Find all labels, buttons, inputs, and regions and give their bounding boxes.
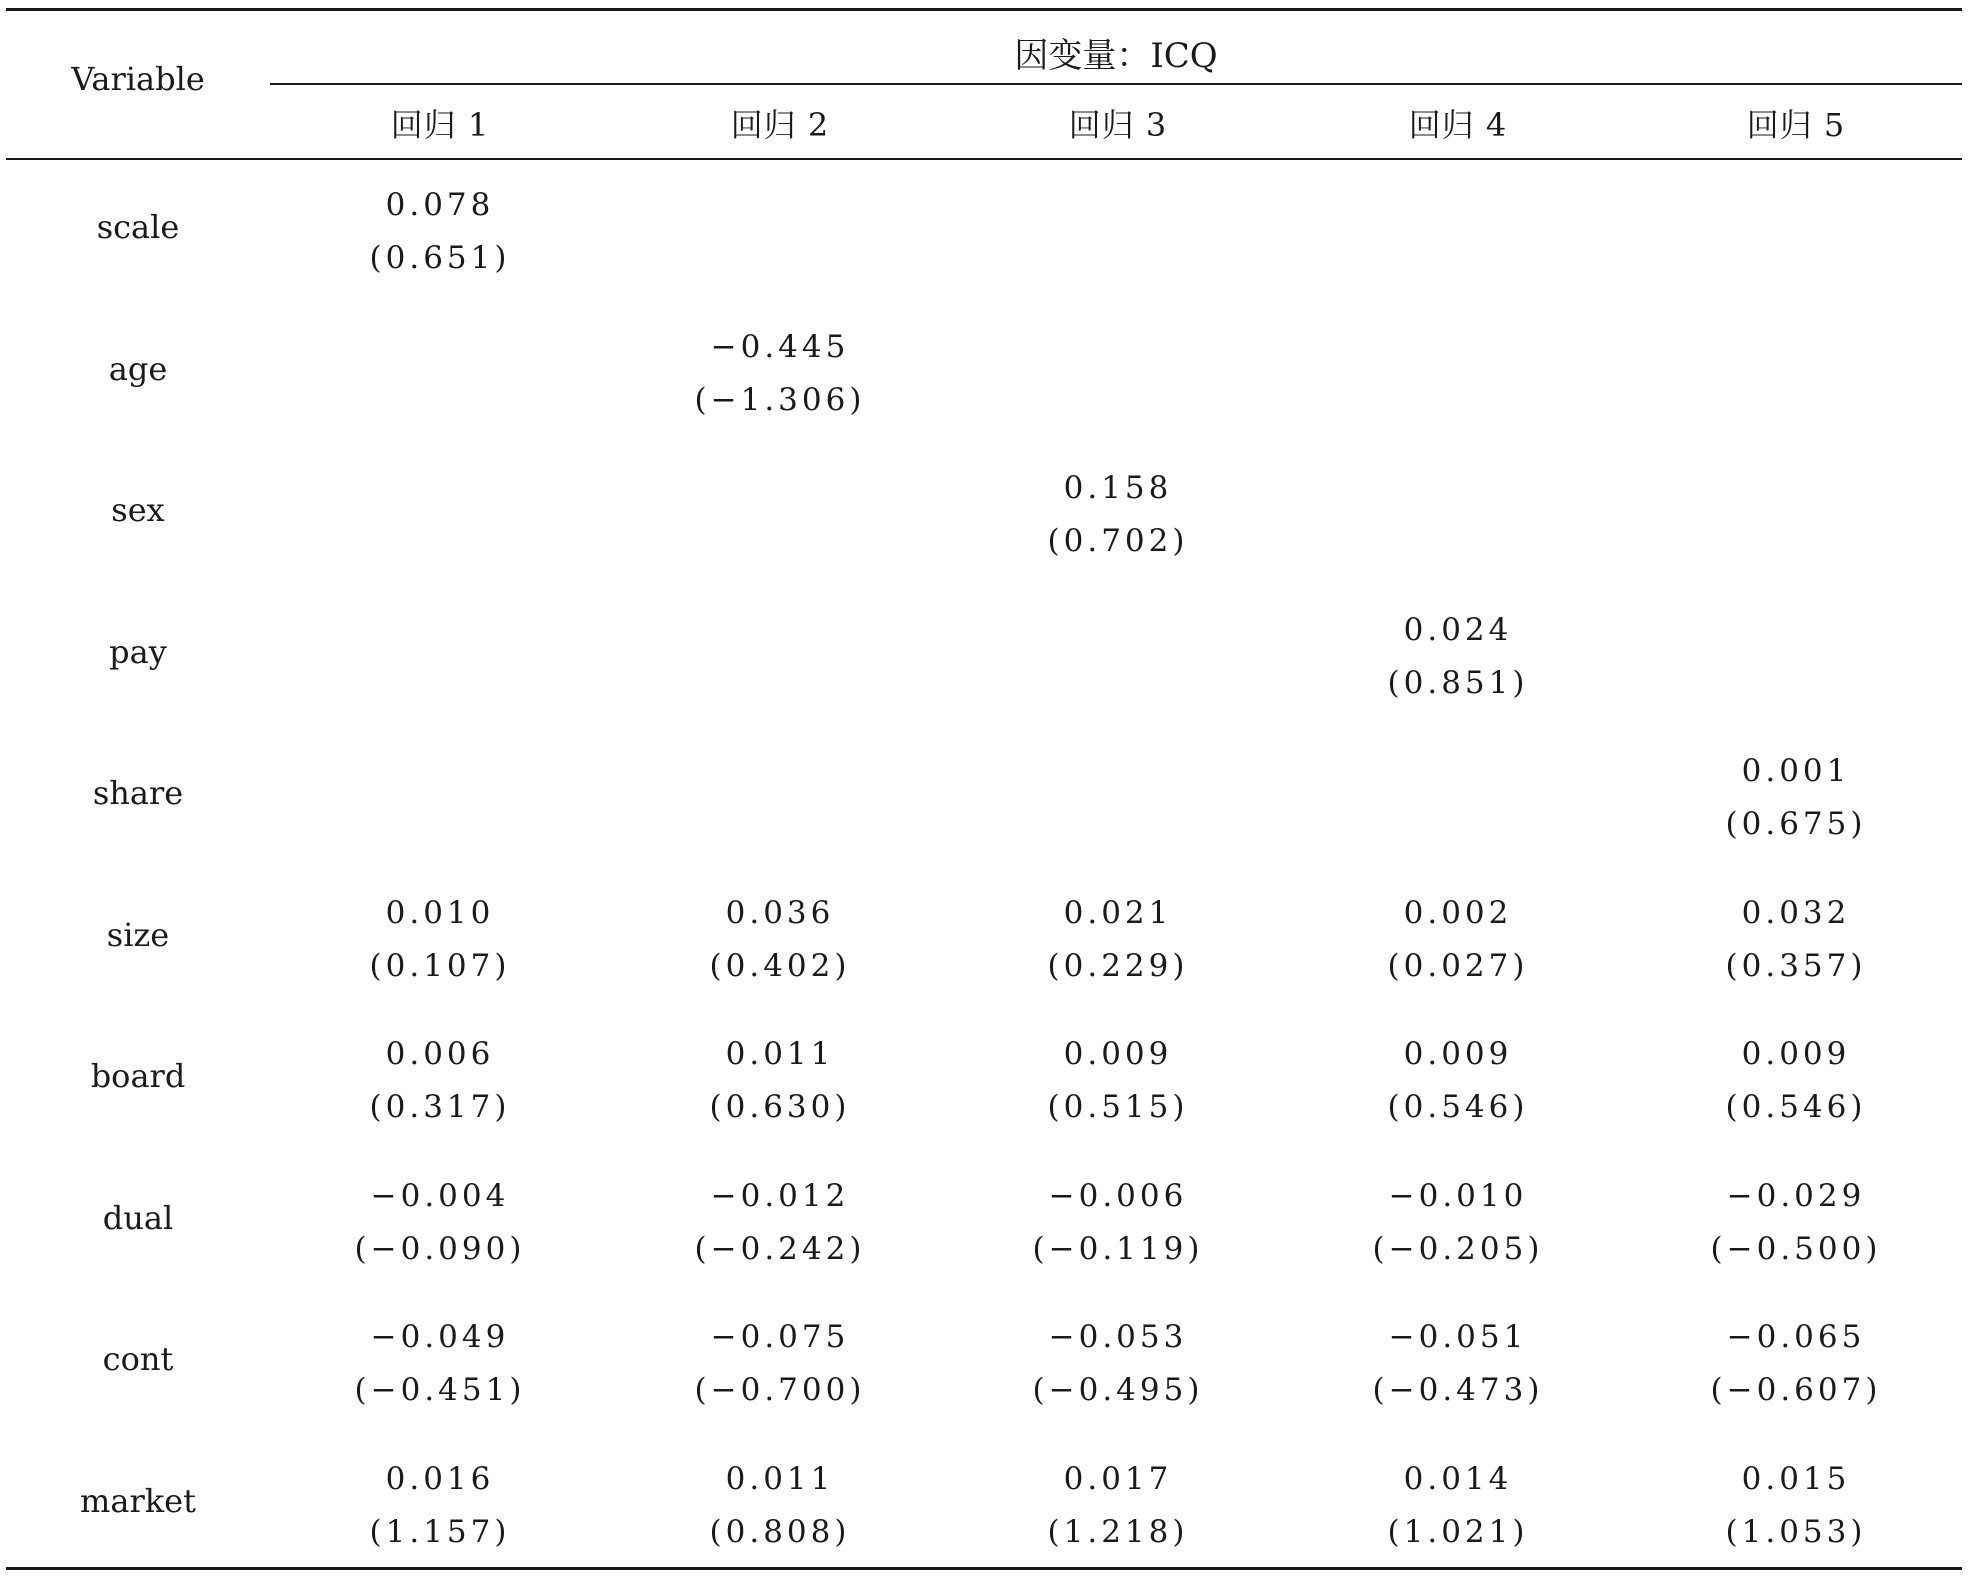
- bottom-rule: [6, 1567, 1962, 1570]
- coefficient-value: −0.053: [1048, 1319, 1188, 1355]
- regression-5-header: 回归 5: [1746, 106, 1846, 144]
- coefficient-value: 0.078: [385, 187, 495, 223]
- t-statistic-value: (0.317): [369, 1089, 511, 1125]
- t-statistic-value: (0.229): [1047, 947, 1189, 984]
- row-label-scale: scale: [96, 208, 180, 246]
- t-statistic-value: (1.021): [1387, 1513, 1529, 1550]
- t-statistic-value: (−0.495): [1032, 1372, 1204, 1408]
- t-statistic-value: (0.357): [1725, 947, 1867, 984]
- row-label-board: board: [90, 1057, 186, 1095]
- coefficient-value: 0.011: [725, 1460, 835, 1497]
- t-statistic-value: (0.515): [1047, 1089, 1189, 1125]
- variable-header: Variable: [71, 60, 205, 98]
- row-label-share: share: [92, 774, 184, 812]
- dependent-variable-header: 因变量：ICQ: [1014, 36, 1218, 76]
- row-label-dual: dual: [102, 1198, 174, 1237]
- coefficient-value: 0.036: [725, 894, 835, 931]
- t-statistic-value: (0.702): [1047, 523, 1189, 559]
- coefficient-value: −0.012: [710, 1177, 850, 1214]
- coefficient-value: −0.006: [1048, 1177, 1188, 1214]
- t-statistic-value: (−0.205): [1372, 1230, 1544, 1267]
- coefficient-value: 0.014: [1403, 1460, 1513, 1497]
- header-rule: [6, 158, 1962, 160]
- t-statistic-value: (−0.700): [694, 1372, 866, 1408]
- t-statistic-value: (−0.242): [694, 1230, 866, 1267]
- row-label-pay: pay: [109, 632, 167, 671]
- t-statistic-value: (0.675): [1725, 806, 1867, 842]
- regression-3-header: 回归 3: [1068, 106, 1168, 144]
- coefficient-value: −0.004: [370, 1177, 510, 1214]
- coefficient-value: −0.010: [1388, 1177, 1528, 1214]
- t-statistic-value: (−0.500): [1710, 1230, 1882, 1267]
- row-label-sex: sex: [111, 491, 165, 529]
- t-statistic-value: (0.808): [709, 1513, 851, 1550]
- t-statistic-value: (−0.607): [1710, 1372, 1882, 1408]
- regression-4-header: 回归 4: [1408, 106, 1508, 144]
- coefficient-value: 0.021: [1063, 894, 1173, 931]
- coefficient-value: 0.006: [385, 1036, 495, 1072]
- coefficient-value: 0.002: [1403, 894, 1513, 931]
- t-statistic-value: (0.546): [1387, 1089, 1529, 1125]
- t-statistic-value: (0.027): [1387, 947, 1529, 984]
- t-statistic-value: (1.218): [1047, 1513, 1189, 1550]
- row-label-cont: cont: [102, 1340, 174, 1378]
- coefficient-value: −0.049: [370, 1319, 510, 1355]
- t-statistic-value: (0.651): [369, 240, 511, 276]
- t-statistic-value: (−1.306): [694, 381, 866, 418]
- coefficient-value: 0.010: [385, 894, 495, 931]
- top-rule: [6, 8, 1962, 11]
- coefficient-value: 0.024: [1403, 611, 1513, 648]
- coefficient-value: 0.009: [1063, 1036, 1173, 1072]
- row-label-market: market: [80, 1481, 196, 1520]
- t-statistic-value: (0.630): [709, 1089, 851, 1125]
- t-statistic-value: (0.851): [1387, 664, 1529, 701]
- regression-1-header: 回归 1: [390, 106, 490, 144]
- t-statistic-value: (1.157): [369, 1513, 511, 1550]
- coefficient-value: 0.016: [385, 1460, 495, 1497]
- t-statistic-value: (−0.090): [354, 1230, 526, 1267]
- t-statistic-value: (0.402): [709, 947, 851, 984]
- coefficient-value: −0.051: [1388, 1319, 1528, 1355]
- coefficient-value: 0.015: [1741, 1460, 1851, 1497]
- coefficient-value: 0.032: [1741, 894, 1851, 931]
- row-label-size: size: [106, 915, 170, 954]
- coefficient-value: −0.075: [710, 1319, 850, 1355]
- t-statistic-value: (1.053): [1725, 1513, 1867, 1550]
- coefficient-value: 0.011: [725, 1036, 835, 1072]
- t-statistic-value: (0.107): [369, 947, 511, 984]
- coefficient-value: −0.065: [1726, 1319, 1866, 1355]
- row-label-age: age: [108, 349, 168, 388]
- regression-2-header: 回归 2: [730, 106, 830, 144]
- coefficient-value: 0.009: [1741, 1036, 1851, 1072]
- coefficient-value: 0.001: [1741, 753, 1851, 789]
- header-sub-rule: [270, 83, 1962, 85]
- coefficient-value: −0.445: [710, 328, 850, 365]
- t-statistic-value: (−0.119): [1032, 1230, 1204, 1267]
- t-statistic-value: (0.546): [1725, 1089, 1867, 1125]
- coefficient-value: −0.029: [1726, 1177, 1866, 1214]
- coefficient-value: 0.009: [1403, 1036, 1513, 1072]
- coefficient-value: 0.158: [1063, 470, 1173, 506]
- t-statistic-value: (−0.451): [354, 1372, 526, 1408]
- coefficient-value: 0.017: [1063, 1460, 1173, 1497]
- t-statistic-value: (−0.473): [1372, 1372, 1544, 1408]
